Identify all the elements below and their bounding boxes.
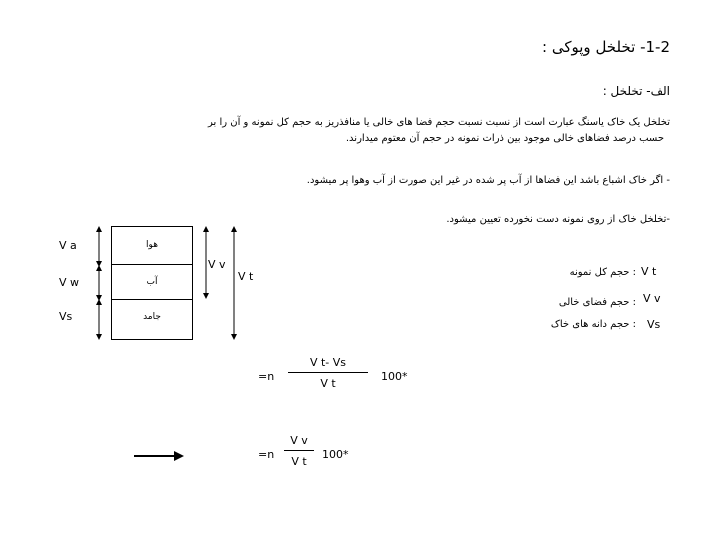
legend-vs-symbol: Vs xyxy=(647,318,661,331)
formula1-lhs: =n xyxy=(258,370,275,383)
legend-vs-desc: : حجم دانه های خاک xyxy=(550,319,636,330)
legend-vt-desc: : حجم کل نمونه xyxy=(569,267,636,278)
bullet-undisturbed: -تخلخل خاک از روی نمونه دست نخورده تعیین میشود. xyxy=(446,214,670,225)
formula1-factor: 100* xyxy=(381,370,408,383)
legend-vt-symbol: V t xyxy=(641,265,657,278)
formula2-lhs: =n xyxy=(258,448,275,461)
vt-label: V t xyxy=(238,270,254,283)
solid-layer-label: جامد xyxy=(143,312,161,322)
formula1-denominator: V t xyxy=(320,377,336,390)
formula2-numerator: V v xyxy=(290,434,308,447)
formula1-numerator: V t- Vs xyxy=(309,356,347,369)
formula2-factor: 100* xyxy=(322,448,349,461)
page-title: 1-2- تخلخل وپوکی : xyxy=(542,38,670,56)
vs-label: Vs xyxy=(59,310,73,323)
air-layer-label: هوا xyxy=(146,240,158,250)
vw-label: V w xyxy=(59,276,80,289)
legend-vv-desc: : حجم فضای خالی xyxy=(558,297,636,308)
paragraph-line-2: حسب درصد فضاهای خالی موجود بین ذرات نمونه در حجم آن معتوم میدارند. xyxy=(345,133,664,144)
water-layer-label: آب xyxy=(146,277,158,287)
paragraph-line-1: تخلخل یک خاک یاسنگ عبارت است از نسبت نسبت حجم فضا های خالی یا منافذریز به حجم کل نمونه و آن را بر xyxy=(207,117,670,128)
vv-label: V v xyxy=(208,258,226,271)
section-subtitle: الف- تخلخل : xyxy=(602,84,670,98)
bullet-saturation: - اگر خاک اشباع باشد این فضاها از آب پر شده در غیر این صورت از آب وهوا پر میشود. xyxy=(306,175,670,186)
legend-vv-symbol: V v xyxy=(643,292,661,305)
va-label: V a xyxy=(59,239,77,252)
formula2-denominator: V t xyxy=(291,455,307,468)
